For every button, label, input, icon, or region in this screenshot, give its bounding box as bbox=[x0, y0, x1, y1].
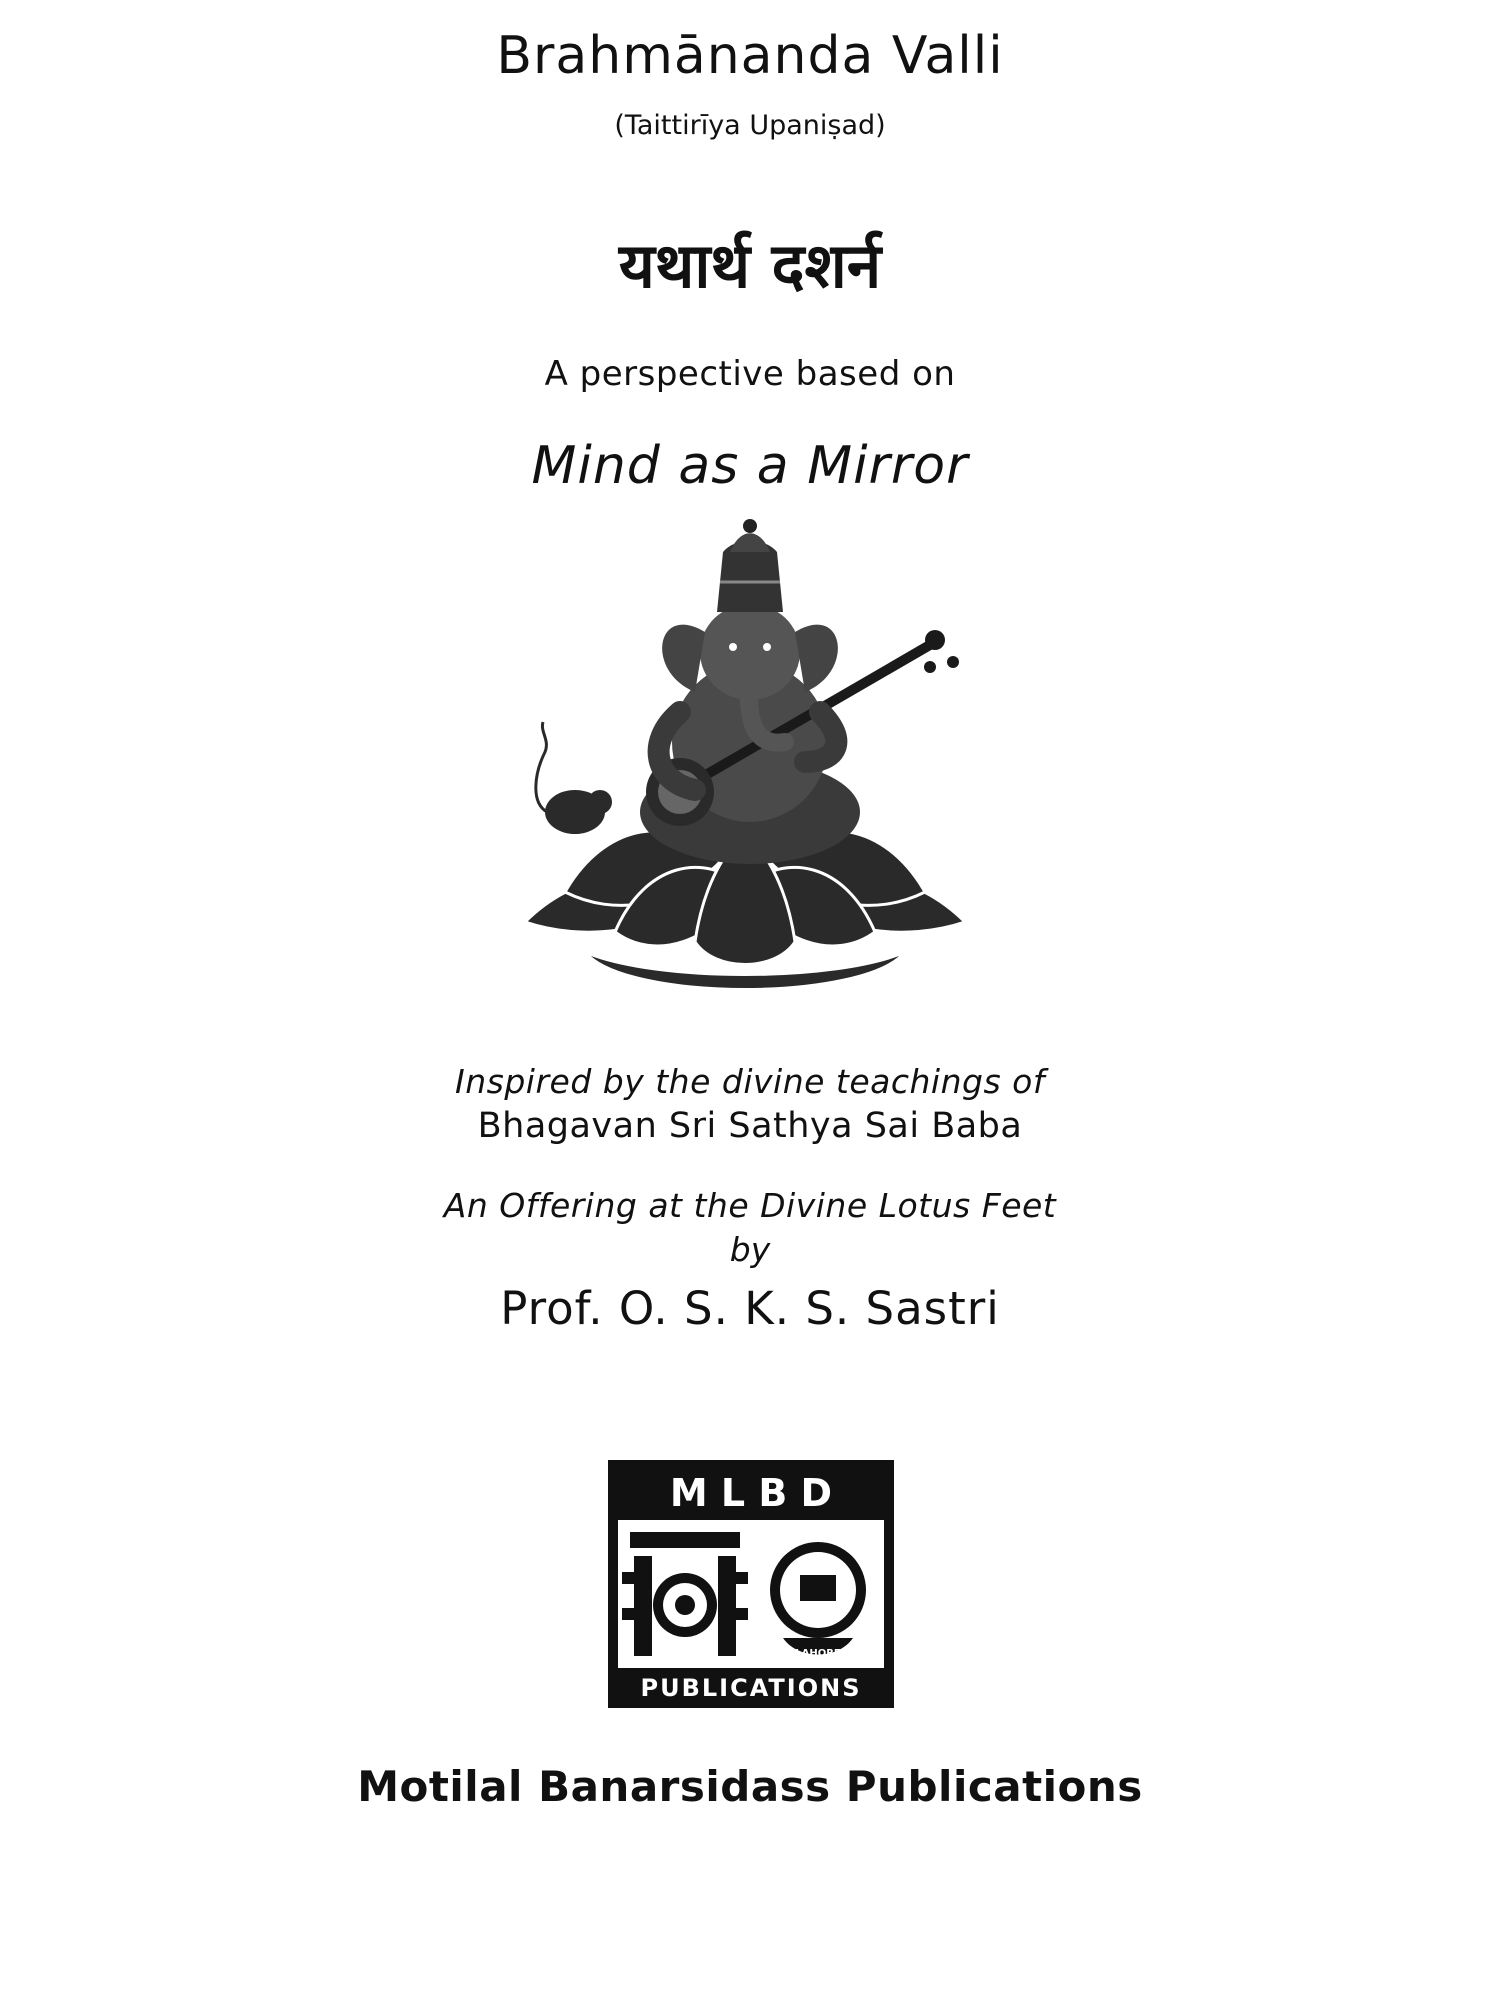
inspired-line: Inspired by the divine teachings of bbox=[455, 1062, 1045, 1101]
ganesha-illustration-icon bbox=[505, 512, 985, 1022]
mlbd-publications-logo bbox=[608, 1460, 894, 1708]
logo-top-text: M L B D bbox=[669, 1471, 833, 1515]
offering-line: An Offering at the Divine Lotus Feet bbox=[443, 1186, 1057, 1225]
theme-title: Mind as a Mirror bbox=[531, 436, 969, 496]
book-subtitle: (Taittirīya Upaniṣad) bbox=[614, 110, 886, 141]
author-name: Prof. O. S. K. S. Sastri bbox=[500, 1282, 1000, 1335]
devanagari-title: यथार्थ दशर्न bbox=[618, 229, 882, 302]
by-line: by bbox=[729, 1230, 771, 1269]
guru-name: Bhagavan Sri Sathya Sai Baba bbox=[477, 1106, 1023, 1146]
book-title: Brahmānanda Valli bbox=[496, 26, 1004, 86]
publisher-name: Motilal Banarsidass Publications bbox=[357, 1762, 1143, 1811]
perspective-line: A perspective based on bbox=[544, 354, 956, 394]
logo-seal-text: LAHORE bbox=[795, 1648, 841, 1659]
logo-bottom-text: PUBLICATIONS bbox=[640, 1674, 862, 1702]
